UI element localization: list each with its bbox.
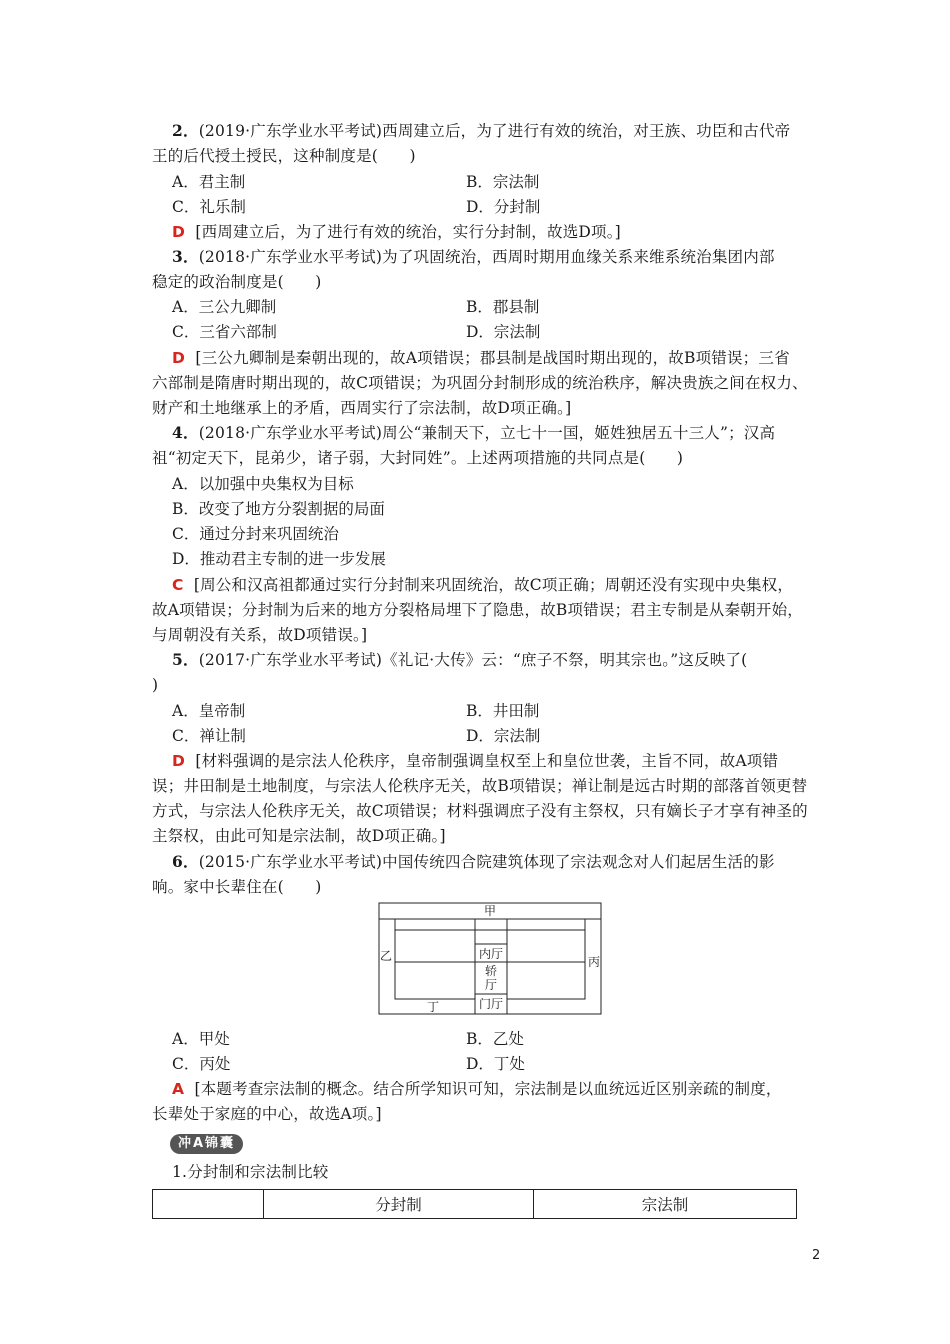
question-text: (2015·广东学业水平考试)中国传统四合院建筑体现了宗法观念对人们起居生活的影 bbox=[198, 853, 775, 871]
comparison-table bbox=[152, 1189, 797, 1219]
page-number: 2 bbox=[812, 1248, 821, 1263]
question-6-line-2: 响。家中长辈住在( ) bbox=[152, 878, 322, 896]
section-subtitle: 1.分封制和宗法制比较 bbox=[172, 1163, 329, 1181]
question-number: 5． bbox=[172, 650, 199, 669]
table-header-cell: 分封制 bbox=[264, 1190, 534, 1219]
label-inner-hall: 内厅 bbox=[478, 947, 504, 961]
table-header-cell bbox=[153, 1190, 264, 1219]
answer-letter: D bbox=[172, 223, 186, 241]
option-c: C．禅让制 bbox=[172, 727, 246, 745]
question-2-line-2: 王的后代授土授民，这种制度是( ) bbox=[152, 147, 416, 165]
question-4-line-1 bbox=[172, 422, 775, 444]
option-a: A．君主制 bbox=[172, 173, 246, 191]
answer-letter: D bbox=[172, 349, 186, 367]
question-text: (2017·广东学业水平考试)《礼记·大传》云：“庶子不祭，明其宗也。”这反映了( bbox=[198, 651, 748, 669]
option-d: D．宗法制 bbox=[466, 727, 541, 745]
explanation-line: 主祭权，由此可知是宗法制，故D项正确。] bbox=[152, 827, 446, 845]
label-gate-hall: 门厅 bbox=[478, 997, 504, 1011]
option-d: D．分封制 bbox=[466, 198, 541, 216]
question-5-line-2: ) bbox=[152, 676, 159, 694]
option-d: D．丁处 bbox=[466, 1055, 525, 1073]
explanation-text: [西周建立后，为了进行有效的统治，实行分封制，故选D项。] bbox=[195, 223, 621, 241]
answer-letter: D bbox=[172, 752, 186, 770]
explanation-line: 六部制是隋唐时期出现的，故C项错误；为巩固分封制形成的统治秩序，解决贵族之间在权力、 bbox=[152, 374, 808, 392]
answer-letter: A bbox=[172, 1080, 185, 1098]
answer-explanation bbox=[172, 574, 793, 596]
option-b: B．宗法制 bbox=[466, 173, 540, 191]
question-number: 3． bbox=[172, 247, 199, 266]
explanation-line: 故A项错误；分封制为后来的地方分裂格局埋下了隐患，故B项错误；君主专制是从秦朝开始， bbox=[152, 601, 803, 619]
question-text: (2018·广东学业水平考试)周公“兼制天下，立七十一国，姬姓独居五十三人”；汉高 bbox=[198, 424, 776, 442]
courtyard-plan bbox=[378, 902, 602, 1016]
question-6-line-1 bbox=[172, 851, 775, 873]
question-3-line-1 bbox=[172, 246, 775, 268]
option-b: B．乙处 bbox=[466, 1030, 524, 1048]
option-b: B．井田制 bbox=[466, 702, 540, 720]
label-sedan-hall-1: 轿 bbox=[484, 964, 498, 978]
explanation-text: [本题考查宗法制的概念。结合所学知识可知，宗法制是以血统远近区别亲疏的制度， bbox=[194, 1080, 782, 1098]
question-number: 2． bbox=[172, 121, 199, 140]
option-d: D．宗法制 bbox=[466, 323, 541, 341]
option-a: A．甲处 bbox=[172, 1030, 230, 1048]
explanation-line: 方式，与宗法人伦秩序无关，故C项错误；材料强调庶子没有主祭权，只有嫡长子才享有神圣的 bbox=[152, 802, 808, 820]
question-5-line-1 bbox=[172, 649, 747, 671]
option-c: C．丙处 bbox=[172, 1055, 231, 1073]
explanation-line: 财产和土地继承上的矛盾，西周实行了宗法制，故D项正确。] bbox=[152, 399, 572, 417]
explanation-text: [三公九卿制是秦朝出现的，故A项错误；郡县制是战国时期出现的，故B项错误；三省 bbox=[195, 349, 790, 367]
courtyard-house-diagram bbox=[378, 902, 602, 1016]
option-b: B．改变了地方分裂割据的局面 bbox=[172, 500, 385, 518]
question-number: 4． bbox=[172, 423, 199, 442]
answer-explanation bbox=[172, 1078, 782, 1100]
label-ding: 丁 bbox=[426, 1000, 440, 1014]
option-a: A．以加强中央集权为目标 bbox=[172, 475, 354, 493]
option-c: C．三省六部制 bbox=[172, 323, 277, 341]
section-badge: 冲A锦囊 bbox=[170, 1134, 243, 1154]
option-a: A．皇帝制 bbox=[172, 702, 246, 720]
label-jia: 甲 bbox=[483, 904, 497, 918]
explanation-line: 与周朝没有关系，故D项错误。] bbox=[152, 626, 368, 644]
question-number: 6． bbox=[172, 852, 199, 871]
table-header-row bbox=[153, 1190, 797, 1219]
option-c: C．礼乐制 bbox=[172, 198, 246, 216]
answer-explanation bbox=[172, 221, 621, 243]
label-yi: 乙 bbox=[379, 949, 393, 963]
question-text: (2019·广东学业水平考试)西周建立后，为了进行有效的统治，对王族、功臣和古代帝 bbox=[198, 122, 791, 140]
explanation-text: [材料强调的是宗法人伦秩序，皇帝制强调皇权至上和皇位世袭，主旨不同，故A项错 bbox=[195, 752, 779, 770]
question-3-line-2: 稳定的政治制度是( ) bbox=[152, 273, 322, 291]
question-4-line-2: 祖“初定天下，昆弟少，诸子弱，大封同姓”。上述两项措施的共同点是( ) bbox=[152, 449, 684, 467]
explanation-text: [周公和汉高祖都通过实行分封制来巩固统治，故C项正确；周朝还没有实现中央集权， bbox=[193, 576, 794, 594]
option-c: C．通过分封来巩固统治 bbox=[172, 525, 339, 543]
answer-letter: C bbox=[172, 576, 184, 594]
label-bing: 丙 bbox=[587, 955, 601, 969]
option-d: D．推动君主专制的进一步发展 bbox=[172, 550, 386, 568]
question-text: (2018·广东学业水平考试)为了巩固统治，西周时期用血缘关系来维系统治集团内部 bbox=[198, 248, 775, 266]
label-sedan-hall-2: 厅 bbox=[484, 978, 498, 992]
explanation-line: 误；井田制是土地制度，与宗法人伦秩序无关，故B项错误；禅让制是远古时期的部落首领更替 bbox=[152, 777, 808, 795]
answer-explanation bbox=[172, 347, 790, 369]
answer-explanation bbox=[172, 750, 778, 772]
question-2-line-1 bbox=[172, 120, 790, 142]
option-a: A．三公九卿制 bbox=[172, 298, 277, 316]
table-header-cell: 宗法制 bbox=[534, 1190, 797, 1219]
option-b: B．郡县制 bbox=[466, 298, 540, 316]
explanation-line: 长辈处于家庭的中心，故选A项。] bbox=[152, 1105, 382, 1123]
